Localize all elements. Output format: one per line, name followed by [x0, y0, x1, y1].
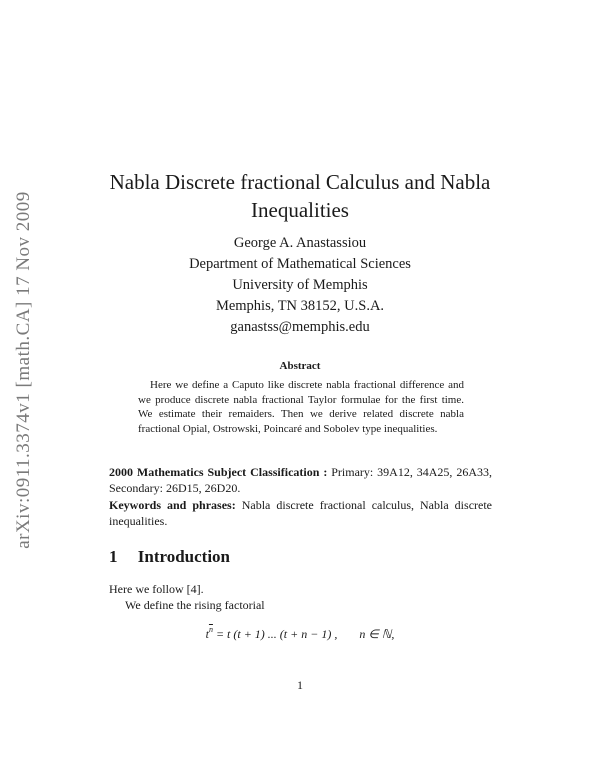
- body-paragraph-1: Here we follow [4].: [109, 582, 204, 596]
- section-title: Introduction: [137, 547, 231, 566]
- equation-condition: n ∈ ℕ,: [359, 627, 395, 641]
- abstract-heading: Abstract: [279, 360, 321, 372]
- keywords-label: Keywords and phrases:: [109, 498, 236, 512]
- author-address: Memphis, TN 38152, U.S.A.: [215, 298, 385, 314]
- author-name: George A. Anastassiou: [233, 235, 367, 251]
- section-number: 1: [109, 547, 118, 566]
- page-number: 1: [297, 678, 303, 692]
- abstract-text: Here we define a Caputo like discrete nabla fractional difference and we produce discrete nabla fractional Taylor formulae for the first time. We estimate their remaiders. Then we derive related discrete nabla fractional Opial, Ostrowski, Poincaré and Sobolev type inequalities.: [138, 379, 464, 435]
- equation-rhs: = t (t + 1) ... (t + n − 1) ,: [215, 627, 338, 641]
- keywords-text: Nabla discrete fractional calculus, Nabla discrete inequalities.: [109, 498, 492, 528]
- author-email: ganastss@memphis.edu: [230, 319, 370, 335]
- section-heading: [109, 547, 230, 567]
- author-university: University of Memphis: [232, 277, 368, 293]
- rising-factorial-equation: [0, 622, 600, 642]
- keywords: [109, 497, 492, 529]
- msc-text: Primary: 39A12, 34A25, 26A33, Secondary: 26D15, 26D20.: [109, 465, 493, 495]
- title-line-2: Inequalities: [251, 198, 349, 222]
- paper-title: [0, 168, 600, 224]
- equation-superscript: n: [208, 625, 213, 634]
- title-line-1: Nabla Discrete fractional Calculus and Nabla: [109, 170, 491, 194]
- arxiv-stamp: arXiv:0911.3374v1 [math.CA] 17 Nov 2009: [13, 191, 34, 549]
- body-paragraph-2: We define the rising factorial: [125, 598, 265, 612]
- author-department: Department of Mathematical Sciences: [189, 256, 411, 272]
- msc-classification: [109, 464, 492, 496]
- author-block: [0, 233, 600, 338]
- equation-base: t: [205, 627, 209, 641]
- msc-label: 2000 Mathematics Subject Classification :: [109, 465, 328, 479]
